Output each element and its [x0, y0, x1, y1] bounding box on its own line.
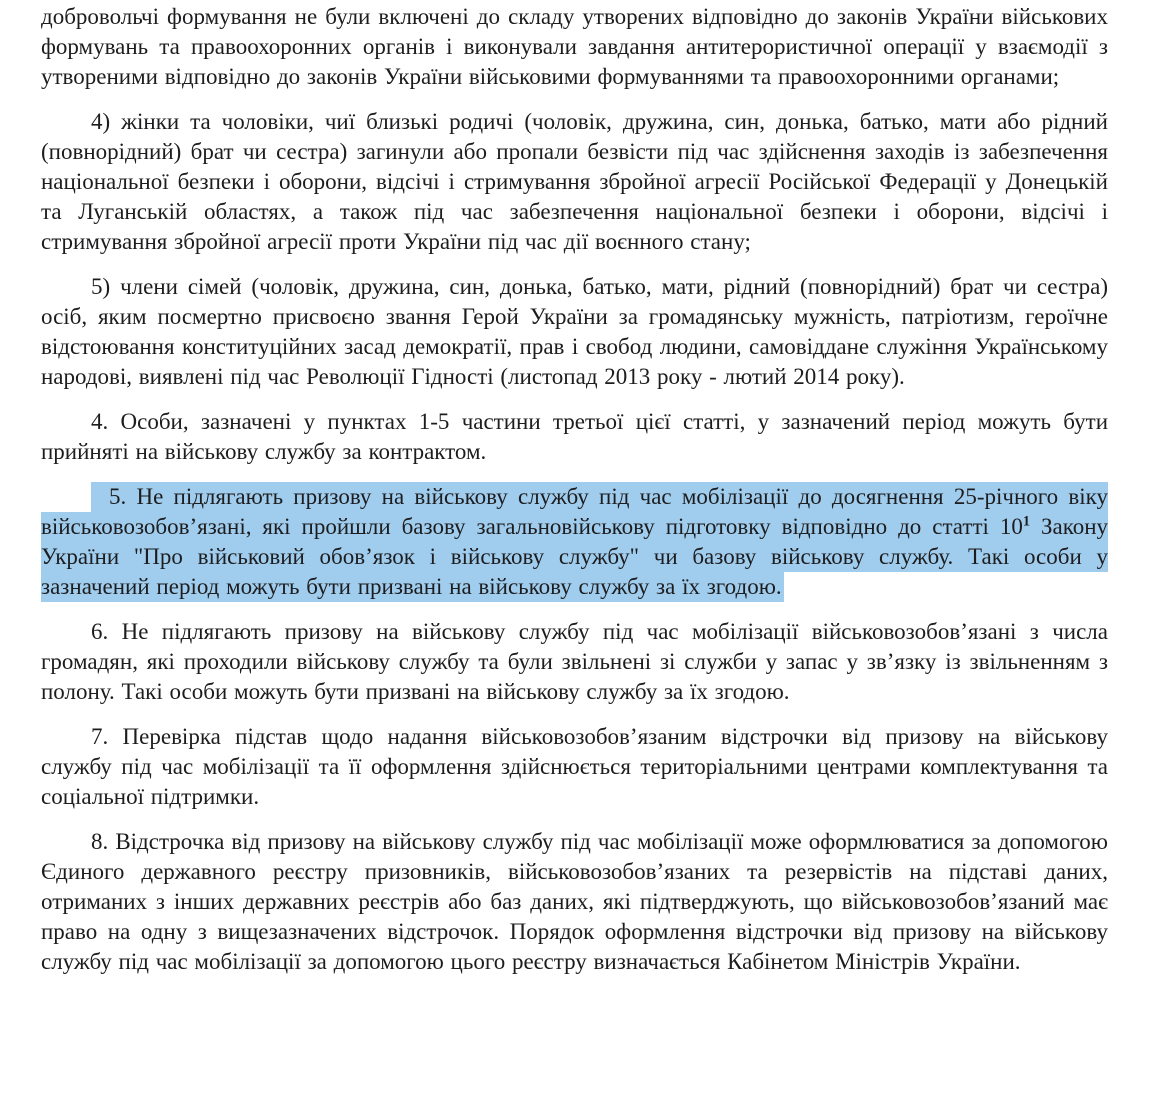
selection-highlight	[41, 482, 1108, 602]
paragraph-part-7: 7. Перевірка підстав щодо надання військовозобов’язаним відстрочки від призову на військову службу під час мобілізації та її оформлення здійснюється територіальними центрами комплектування та соціальної підтримки.	[41, 724, 1108, 809]
paragraph-part-5-highlighted	[41, 482, 1108, 602]
superscript-footnote-marker: 1	[1022, 513, 1030, 530]
paragraph-part-4: 4. Особи, зазначені у пунктах 1-5 частини третьої цієї статті, у зазначений період можуть бути прийняті на військову службу за контрактом.	[41, 409, 1108, 464]
paragraph-item-4: 4) жінки та чоловіки, чиї близькі родичі (чоловік, дружина, син, донька, батько, мати або рідний (повнорідний) брат чи сестра) загинули або пропали безвісти під час здійснення заходів із забезпечення національної безпеки і оборони, відсічі і стримування збройної агресії Російської Федерації у Донецькій та Луганській областях, а також під час забезпечення національної безпеки і оборони, відсічі і стримування збройної агресії проти України під час дії воєнного стану;	[41, 109, 1108, 254]
paragraph-part-6: 6. Не підлягають призову на військову службу під час мобілізації військовозобов’язані з числа громадян, які проходили військову службу та були звільнені зі служби у запас у зв’язку із звільненням з полону. Такі особи можуть бути призвані на військову службу за їх згодою.	[41, 619, 1108, 704]
highlighted-text-after-superscript: Закону України "Про військовий обов’язок і військову службу" чи базову військову службу. Такі особи у зазначений період можуть бути призвані на військову службу за їх згодою.	[41, 514, 1109, 599]
paragraph-continuation: добровольчі формування не були включені до складу утворених відповідно до законів України військових формувань та правоохоронних органів і виконували завдання антитерористичної операції у взаємодії з утвореними відповідно до законів України військовими формуваннями та правоохоронними органами;	[41, 4, 1108, 89]
highlighted-text-before-superscript: 5. Не підлягають призову на військову службу під час мобілізації до досягнення 25-річного віку військовозобов’язані, які пройшли базову загальновійськову підготовку відповідно до статті 10	[41, 484, 1108, 539]
paragraph-item-5: 5) члени сімей (чоловік, дружина, син, донька, батько, мати, рідний (повнорідний) брат чи сестра) осіб, яким посмертно присвоєно звання Герой України за громадянську мужність, патріотизм, героїчне відстоювання конституційних засад демократії, прав і свобод людини, самовіддане служіння Українському народові, виявлені під час Революції Гідності (листопад 2013 року - лютий 2014 року).	[41, 274, 1108, 389]
paragraph-part-8: 8. Відстрочка від призову на військову службу під час мобілізації може оформлюватися за допомогою Єдиного державного реєстру призовників, військовозобов’язаних та резервістів на підставі даних, отриманих з інших державних реєстрів або баз даних, які підтверджують, що військовозобов’язаний має право на одну з вищезазначених відстрочок. Порядок оформлення відстрочки від призову на військову службу під час мобілізації за допомогою цього реєстру визначається Кабінетом Міністрів України.	[41, 829, 1108, 974]
